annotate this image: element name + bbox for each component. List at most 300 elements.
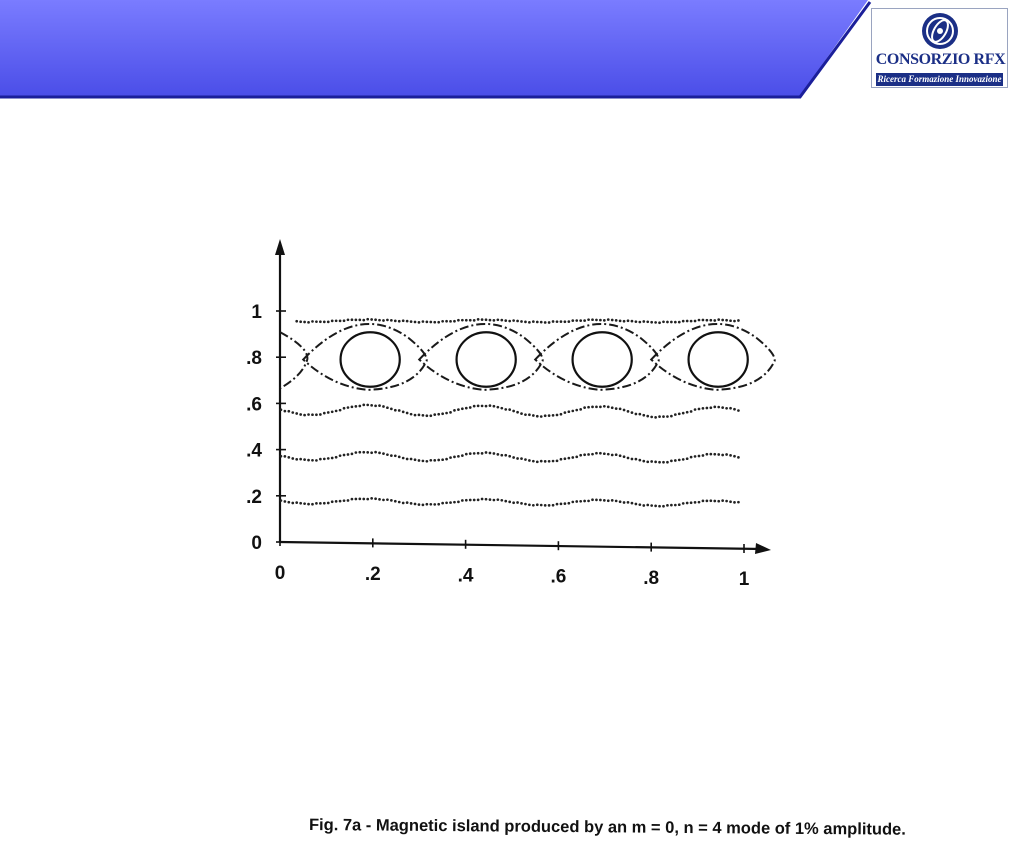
data-point xyxy=(623,501,626,504)
data-point xyxy=(433,459,436,462)
data-point xyxy=(536,321,539,324)
data-point xyxy=(658,505,661,508)
data-point xyxy=(347,499,350,502)
data-point xyxy=(386,319,389,322)
data-point xyxy=(366,404,369,407)
island-o-point-contour xyxy=(457,332,516,386)
data-point xyxy=(323,458,326,461)
data-point xyxy=(465,407,468,410)
data-point xyxy=(646,415,649,418)
data-point xyxy=(355,498,358,501)
data-point xyxy=(485,451,488,454)
data-point xyxy=(489,498,492,501)
data-point xyxy=(666,415,669,418)
data-point xyxy=(382,405,385,408)
island-separatrix xyxy=(535,324,659,390)
data-point xyxy=(496,318,499,321)
data-point xyxy=(433,321,436,324)
data-point xyxy=(355,405,358,408)
data-point xyxy=(733,320,736,323)
data-point xyxy=(666,504,669,507)
data-point xyxy=(516,501,519,504)
data-point xyxy=(516,320,519,323)
data-point xyxy=(493,319,496,322)
data-point xyxy=(429,503,432,506)
data-point xyxy=(496,453,499,456)
data-point xyxy=(351,405,354,408)
data-point xyxy=(362,319,365,322)
data-point xyxy=(654,461,657,464)
data-point xyxy=(654,416,657,419)
dotted-flux-surface xyxy=(280,497,740,508)
data-point xyxy=(422,504,425,507)
data-point xyxy=(587,406,590,409)
data-point xyxy=(674,459,677,462)
data-point xyxy=(370,497,373,500)
data-point xyxy=(706,407,709,410)
data-point xyxy=(591,405,594,408)
data-point xyxy=(678,459,681,462)
data-point xyxy=(706,453,709,456)
data-point xyxy=(351,453,354,456)
data-point xyxy=(627,457,630,460)
data-point xyxy=(355,451,358,454)
data-point xyxy=(548,414,551,417)
data-point xyxy=(729,500,732,503)
data-point xyxy=(422,460,425,463)
data-point xyxy=(698,408,701,411)
data-point xyxy=(426,460,429,463)
data-point xyxy=(508,408,511,411)
data-point xyxy=(422,320,425,323)
data-point xyxy=(504,319,507,322)
data-point xyxy=(564,457,567,460)
data-point xyxy=(516,457,519,460)
data-point xyxy=(402,457,405,460)
data-point xyxy=(299,413,302,416)
data-point xyxy=(441,458,444,461)
data-point xyxy=(437,321,440,324)
data-point xyxy=(496,406,499,409)
data-point xyxy=(445,412,448,415)
data-point xyxy=(579,408,582,411)
data-point xyxy=(445,320,448,323)
data-point xyxy=(575,455,578,458)
data-point xyxy=(390,499,393,502)
data-point xyxy=(737,456,740,459)
data-point xyxy=(725,453,728,456)
data-point xyxy=(311,413,314,416)
data-point xyxy=(398,320,401,323)
data-point xyxy=(500,407,503,410)
data-point xyxy=(638,321,641,324)
data-point xyxy=(331,320,334,323)
data-point xyxy=(402,410,405,413)
dotted-flux-surface xyxy=(280,451,740,464)
data-point xyxy=(674,321,677,324)
data-point xyxy=(638,459,641,462)
data-point xyxy=(315,320,318,323)
data-point xyxy=(686,457,689,460)
data-point xyxy=(295,320,298,323)
data-point xyxy=(737,409,740,412)
data-point xyxy=(410,458,413,461)
data-point xyxy=(311,320,314,323)
data-point xyxy=(575,500,578,503)
data-point xyxy=(402,502,405,505)
data-point xyxy=(638,503,641,506)
data-point xyxy=(552,504,555,507)
data-point xyxy=(493,405,496,408)
data-point xyxy=(418,503,421,506)
y-axis-arrow xyxy=(275,239,285,255)
data-point xyxy=(540,321,543,324)
data-point xyxy=(469,499,472,502)
data-point xyxy=(500,499,503,502)
data-point xyxy=(457,455,460,458)
data-point xyxy=(335,456,338,459)
data-point xyxy=(611,319,614,322)
y-tick-label: .8 xyxy=(246,348,262,370)
data-point xyxy=(291,502,294,505)
island-o-point-contour xyxy=(689,332,748,386)
data-point xyxy=(453,456,456,459)
data-point xyxy=(694,501,697,504)
data-point xyxy=(571,410,574,413)
data-point xyxy=(481,498,484,501)
data-point xyxy=(461,407,464,410)
data-point xyxy=(709,319,712,322)
data-point xyxy=(358,498,361,501)
data-point xyxy=(287,501,290,504)
data-point xyxy=(426,414,429,417)
data-point xyxy=(686,411,689,414)
x-axis-arrow xyxy=(755,543,771,554)
data-point xyxy=(433,503,436,506)
data-point xyxy=(303,502,306,505)
data-point xyxy=(733,501,736,504)
data-point xyxy=(303,321,306,324)
logo-tagline: Ricerca Formazione Innovazione xyxy=(877,74,1002,84)
data-point xyxy=(729,319,732,322)
y-tick-label: 1 xyxy=(251,302,262,323)
data-point xyxy=(441,320,444,323)
x-tick-label: 1 xyxy=(738,569,750,590)
data-point xyxy=(524,503,527,506)
data-point xyxy=(627,319,630,322)
data-point xyxy=(461,499,464,502)
data-point xyxy=(406,458,409,461)
data-point xyxy=(615,453,618,456)
data-point xyxy=(520,412,523,415)
data-point xyxy=(575,409,578,412)
data-point xyxy=(603,405,606,408)
data-point xyxy=(524,413,527,416)
data-point xyxy=(658,461,661,464)
data-point xyxy=(532,460,535,463)
data-point xyxy=(362,404,365,407)
data-point xyxy=(386,453,389,456)
data-point xyxy=(706,499,709,502)
data-point xyxy=(449,501,452,504)
data-point xyxy=(698,501,701,504)
data-point xyxy=(694,408,697,411)
data-point xyxy=(690,501,693,504)
x-tick-label: .2 xyxy=(364,564,381,586)
data-point xyxy=(469,452,472,455)
data-point xyxy=(666,321,669,324)
data-point xyxy=(469,406,472,409)
dotted-flux-surface xyxy=(280,404,740,419)
data-point xyxy=(473,499,476,502)
data-point xyxy=(477,452,480,455)
data-point xyxy=(370,404,373,407)
data-point xyxy=(725,500,728,503)
data-point xyxy=(540,504,543,507)
data-point xyxy=(512,501,515,504)
data-point xyxy=(650,416,653,419)
data-point xyxy=(374,318,377,321)
data-point xyxy=(295,458,298,461)
data-point xyxy=(418,414,421,417)
data-point xyxy=(611,499,614,502)
data-point xyxy=(426,503,429,506)
data-point xyxy=(351,318,354,321)
data-point xyxy=(287,410,290,413)
data-point xyxy=(599,452,602,455)
data-point xyxy=(548,504,551,507)
data-point xyxy=(481,405,484,408)
data-point xyxy=(552,414,555,417)
data-point xyxy=(682,320,685,323)
data-point xyxy=(552,460,555,463)
data-point xyxy=(351,498,354,501)
x-tick-label: 0 xyxy=(274,563,286,584)
data-point xyxy=(418,321,421,324)
data-point xyxy=(642,504,645,507)
data-point xyxy=(674,413,677,416)
data-point xyxy=(662,505,665,508)
data-point xyxy=(453,501,456,504)
data-point xyxy=(658,321,661,324)
data-point xyxy=(591,453,594,456)
data-point xyxy=(532,320,535,323)
data-point xyxy=(560,413,563,416)
data-point xyxy=(441,502,444,505)
data-point xyxy=(552,320,555,323)
data-point xyxy=(564,411,567,414)
data-point xyxy=(307,321,310,324)
data-point xyxy=(694,320,697,323)
data-point xyxy=(378,319,381,322)
data-point xyxy=(355,319,358,322)
data-point xyxy=(548,460,551,463)
data-point xyxy=(615,500,618,503)
data-point xyxy=(489,319,492,322)
data-point xyxy=(311,503,314,506)
data-point xyxy=(536,415,539,418)
data-point xyxy=(370,318,373,321)
data-point xyxy=(635,413,638,416)
data-point xyxy=(674,504,677,507)
data-point xyxy=(303,414,306,417)
data-point xyxy=(666,461,669,464)
data-point xyxy=(733,408,736,411)
data-point xyxy=(654,505,657,508)
data-point xyxy=(441,412,444,415)
data-point xyxy=(485,405,488,408)
data-point xyxy=(678,412,681,415)
data-point xyxy=(339,320,342,323)
data-point xyxy=(437,459,440,462)
data-point xyxy=(398,501,401,504)
data-point xyxy=(335,319,338,322)
data-point xyxy=(670,504,673,507)
data-point xyxy=(323,412,326,415)
data-point xyxy=(449,456,452,459)
data-point xyxy=(627,410,630,413)
data-point xyxy=(493,452,496,455)
data-point xyxy=(485,498,488,501)
data-point xyxy=(406,412,409,415)
data-point xyxy=(347,406,350,409)
data-point xyxy=(631,320,634,323)
data-point xyxy=(706,319,709,322)
data-point xyxy=(615,319,618,322)
data-point xyxy=(642,460,645,463)
data-point xyxy=(410,320,413,323)
data-point xyxy=(453,320,456,323)
data-point xyxy=(583,453,586,456)
data-point xyxy=(587,453,590,456)
data-point xyxy=(287,456,290,459)
data-point xyxy=(410,413,413,416)
data-point xyxy=(564,502,567,505)
data-point xyxy=(721,499,724,502)
data-point xyxy=(670,321,673,324)
x-tick-label: .6 xyxy=(550,566,567,588)
data-point xyxy=(556,414,559,417)
data-point xyxy=(571,456,574,459)
data-point xyxy=(686,502,689,505)
data-point xyxy=(500,319,503,322)
data-point xyxy=(504,408,507,411)
data-point xyxy=(284,410,287,413)
x-tick-label: .4 xyxy=(457,565,474,587)
data-point xyxy=(457,408,460,411)
magnetic-island-plot xyxy=(150,215,870,605)
data-point xyxy=(299,458,302,461)
data-point xyxy=(520,502,523,505)
data-point xyxy=(414,503,417,506)
data-point xyxy=(690,410,693,413)
data-point xyxy=(603,499,606,502)
data-point xyxy=(500,454,503,457)
data-point xyxy=(327,411,330,414)
data-point xyxy=(319,413,322,416)
data-point xyxy=(335,410,338,413)
data-point xyxy=(698,455,701,458)
data-point xyxy=(709,453,712,456)
data-point xyxy=(465,319,468,322)
data-point xyxy=(595,499,598,502)
data-point xyxy=(386,498,389,501)
data-point xyxy=(327,457,330,460)
data-point xyxy=(564,320,567,323)
data-point xyxy=(311,459,314,462)
data-point xyxy=(477,318,480,321)
data-point xyxy=(635,320,638,323)
data-point xyxy=(654,321,657,324)
data-point xyxy=(327,320,330,323)
data-point xyxy=(631,458,634,461)
data-point xyxy=(595,319,598,322)
data-point xyxy=(583,500,586,503)
data-point xyxy=(496,498,499,501)
data-point xyxy=(642,320,645,323)
data-point xyxy=(319,502,322,505)
data-point xyxy=(327,502,330,505)
data-point xyxy=(646,460,649,463)
plot-curves xyxy=(280,318,775,508)
data-point xyxy=(725,319,728,322)
data-point xyxy=(619,320,622,323)
data-point xyxy=(504,454,507,457)
data-point xyxy=(339,454,342,457)
data-point xyxy=(623,455,626,458)
data-point xyxy=(670,459,673,462)
data-point xyxy=(690,456,693,459)
data-point xyxy=(457,319,460,322)
data-point xyxy=(599,406,602,409)
data-point xyxy=(382,452,385,455)
data-point xyxy=(280,408,283,411)
data-point xyxy=(390,408,393,411)
data-point xyxy=(473,319,476,322)
data-point xyxy=(398,456,401,459)
data-point xyxy=(607,453,610,456)
data-point xyxy=(406,501,409,504)
data-point xyxy=(583,319,586,322)
data-point xyxy=(532,504,535,507)
data-point xyxy=(721,406,724,409)
data-point xyxy=(627,501,630,504)
data-point xyxy=(457,501,460,504)
data-point xyxy=(465,499,468,502)
data-point xyxy=(449,320,452,323)
data-point xyxy=(540,460,543,463)
data-point xyxy=(528,503,531,506)
data-point xyxy=(548,321,551,324)
data-point xyxy=(583,406,586,409)
data-point xyxy=(717,453,720,456)
data-point xyxy=(516,411,519,414)
data-point xyxy=(469,319,472,322)
data-point xyxy=(544,321,547,324)
data-point xyxy=(358,319,361,322)
data-point xyxy=(504,500,507,503)
data-point xyxy=(650,321,653,324)
data-point xyxy=(331,500,334,503)
data-point xyxy=(560,458,563,461)
data-point xyxy=(595,452,598,455)
data-point xyxy=(532,414,535,417)
figure-caption: Fig. 7a - Magnetic island produced by an m = 0, n = 4 mode of 1% amplitude. xyxy=(308,816,906,839)
data-point xyxy=(631,502,634,505)
data-point xyxy=(410,502,413,505)
data-point xyxy=(426,321,429,324)
data-point xyxy=(319,320,322,323)
